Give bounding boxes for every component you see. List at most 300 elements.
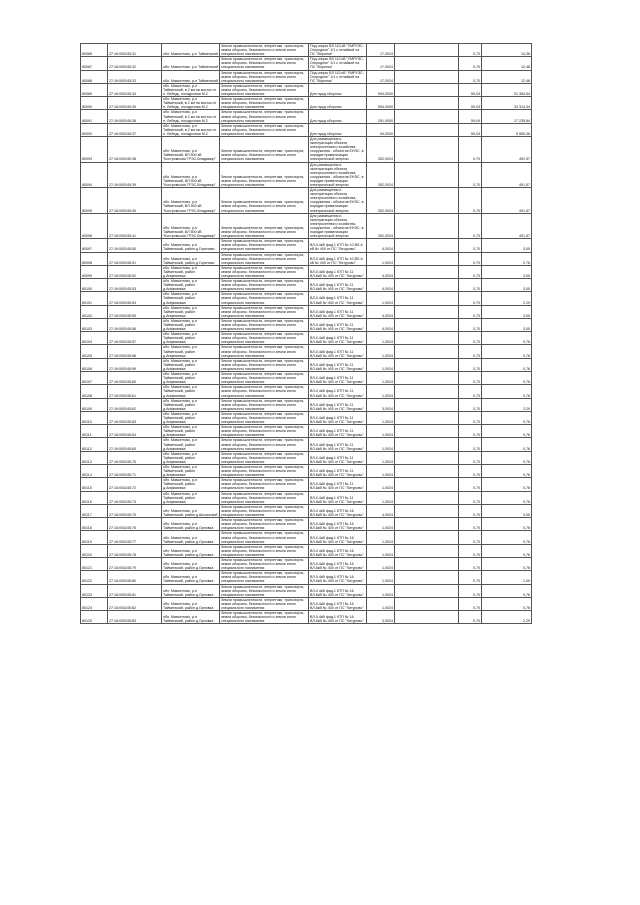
record-id-cell: 80088: [81, 70, 108, 83]
table-row: [81, 318, 532, 331]
rate-cell: 0,70: [459, 358, 482, 371]
area-cell: 17,0024: [367, 57, 395, 70]
permitted-use-cell: ВЛ-0,4кВ фид.1 КТП № 11 ВЛ-6кВ № 400 от ПС "Литурово": [309, 438, 367, 451]
register-rows: [81, 44, 532, 624]
tax-sum-cell: 12,48: [482, 57, 532, 70]
rate-cell: 0,70: [459, 478, 482, 491]
address-cell: обл. Мамонтово, р-н Тайменский, в 2 км на восток от п. Лебедь, посадочная М.2: [162, 110, 220, 123]
record-id-cell: 80119: [81, 531, 108, 544]
land-category-cell: Земли промышленности, энергетики, транспорта, земли обороны, безопасности и земли иного специального назначения: [220, 385, 309, 398]
permitted-use-cell: Для нужд обороны: [309, 83, 367, 96]
empty-cell: [395, 425, 459, 438]
record-id-cell: 80093: [81, 136, 108, 162]
permitted-use-cell: ВЛ-0,4кВ фид.1 КТП № 16 ВЛ-6кВ № 400 от ПС "Литурово": [309, 597, 367, 610]
permitted-use-cell: Для нужд обороны: [309, 123, 367, 136]
address-cell: обл. Мамонтово, р-н Тайменский, район д.Анфимовка: [162, 279, 220, 292]
area-cell: 594,0000: [367, 97, 395, 110]
record-id-cell: 80104: [81, 332, 108, 345]
land-category-cell: Земли промышленности, энергетики, транспорта, земли обороны, безопасности и земли иного специального назначения: [220, 57, 309, 70]
register-grid: [80, 43, 532, 624]
rate-cell: 0,70: [459, 305, 482, 318]
cadastral-number-cell: 27:16:000245:58: [108, 345, 162, 358]
permitted-use-cell: ВЛ-0,4кВ фид.1 КТП № 11 ВЛ-6кВ № 400 от ПС "Литурово": [309, 345, 367, 358]
rate-cell: 0,70: [459, 531, 482, 544]
rate-cell: 0,70: [459, 44, 482, 57]
table-row: [81, 57, 532, 70]
permitted-use-cell: ВЛ-0,4кВ фид.1 КТП № 10 ВЛ-6 кВ № 400 от ПС "Литурово": [309, 239, 367, 252]
permitted-use-cell: ВЛ-0,4кВ фид.1 КТП № 11 ВЛ-6кВ № 400 от ПС "Литурово": [309, 411, 367, 424]
cadastral-number-cell: 27:16:000245:65: [108, 438, 162, 451]
record-id-cell: 80121: [81, 557, 108, 570]
rate-cell: 59,04: [459, 110, 482, 123]
address-cell: обл. Мамонтово, р-н Тайменский: [162, 70, 220, 83]
table-row: [81, 398, 532, 411]
empty-cell: [395, 544, 459, 557]
empty-cell: [395, 136, 459, 162]
record-id-cell: 80120: [81, 544, 108, 557]
address-cell: обл. Мамонтово, р-н Тайменский, район д.Анфимовка: [162, 491, 220, 504]
cadastral-number-cell: 27:16:000245:60: [108, 372, 162, 385]
address-cell: обл. Мамонтово, р-н Тайменский, район д.Орловка: [162, 611, 220, 624]
record-id-cell: 80102: [81, 305, 108, 318]
record-id-cell: 80100: [81, 279, 108, 292]
area-cell: 4,0024: [367, 318, 395, 331]
land-category-cell: Земли промышленности, энергетики, транспорта, земли обороны, безопасности и земли иного специального назначения: [220, 611, 309, 624]
empty-cell: [395, 265, 459, 278]
tax-sum-cell: 5 555,36: [482, 123, 532, 136]
address-cell: обл. Мамонтово, р-н Тайменский, район д.Анфимовка: [162, 438, 220, 451]
table-row: [81, 188, 532, 214]
empty-cell: [395, 465, 459, 478]
empty-cell: [395, 411, 459, 424]
record-id-cell: 80125: [81, 611, 108, 624]
cadastral-number-cell: 27:16:000245:53: [108, 279, 162, 292]
land-category-cell: Земли промышленности, энергетики, транспорта, земли обороны, безопасности и земли иного специального назначения: [220, 531, 309, 544]
address-cell: обл. Мамонтово, р-н Тайменский, ВЛ 500 кВ "Костромская ГРЭС-Владимир": [162, 136, 220, 162]
area-cell: 1,0024: [367, 385, 395, 398]
table-row: [81, 385, 532, 398]
tax-sum-cell: 3,05: [482, 318, 532, 331]
rate-cell: 0,70: [459, 188, 482, 214]
address-cell: обл. Мамонтово, р-н Тайменский, район д.Анфимовка: [162, 345, 220, 358]
rate-cell: 0,70: [459, 385, 482, 398]
tax-sum-cell: 0,76: [482, 584, 532, 597]
empty-cell: [395, 491, 459, 504]
tax-sum-cell: 3,05: [482, 239, 532, 252]
permitted-use-cell: ВЛ-0,4кВ фид.1 КТП № 11 ВЛ-6кВ № 400 от ПС "Литурово": [309, 478, 367, 491]
land-category-cell: Земли промышленности, энергетики, транспорта, земли обороны, безопасности и земли иного специального назначения: [220, 584, 309, 597]
permitted-use-cell: ВЛ-0,4кВ фид.1 КТП № 11 ВЛ-6кВ № 400 от ПС "Литурово": [309, 265, 367, 278]
rate-cell: 0,70: [459, 372, 482, 385]
address-cell: обл. Мамонтово, р-н Тайменский, район д.Орловка: [162, 584, 220, 597]
land-category-cell: Земли промышленности, энергетики, транспорта, земли обороны, безопасности и земли иного специального назначения: [220, 478, 309, 491]
record-id-cell: 80114: [81, 465, 108, 478]
record-id-cell: 80108: [81, 385, 108, 398]
table-row: [81, 97, 532, 110]
cadastral-number-cell: 27:16:000245:72: [108, 478, 162, 491]
tax-sum-cell: 0,76: [482, 544, 532, 557]
table-row: [81, 571, 532, 584]
area-cell: 4,0024: [367, 279, 395, 292]
land-category-cell: Земли промышленности, энергетики, транспорта, земли обороны, безопасности и земли иного специального назначения: [220, 438, 309, 451]
rate-cell: 0,70: [459, 451, 482, 464]
permitted-use-cell: ВЛ-0,4кВ фид.1 КТП № 16 ВЛ-6кВ № 400 от ПС "Литурово": [309, 531, 367, 544]
record-id-cell: 80103: [81, 318, 108, 331]
tax-sum-cell: 0,76: [482, 438, 532, 451]
tax-sum-cell: 0,76: [482, 332, 532, 345]
land-category-cell: Земли промышленности, энергетики, транспорта, земли обороны, безопасности и земли иного специального назначения: [220, 252, 309, 265]
area-cell: 1,0024: [367, 557, 395, 570]
area-cell: 1,0024: [367, 411, 395, 424]
cadastral-number-cell: 27:16:000245:55: [108, 305, 162, 318]
cadastral-number-cell: 27:16:000245:54: [108, 292, 162, 305]
cadastral-number-cell: 27:16:000245:59: [108, 358, 162, 371]
record-id-cell: 80095: [81, 188, 108, 214]
record-id-cell: 80089: [81, 83, 108, 96]
land-category-cell: Земли промышленности, энергетики, транспорта, земли обороны, безопасности и земли иного специального назначения: [220, 188, 309, 214]
record-id-cell: 80124: [81, 597, 108, 610]
permitted-use-cell: ВЛ-0,4кВ фид.1 КТП № 11 ВЛ-6кВ № 400 от ПС "Литурово": [309, 358, 367, 371]
land-category-cell: Земли промышленности, энергетики, транспорта, земли обороны, безопасности и земли иного специального назначения: [220, 97, 309, 110]
area-cell: 291,0000: [367, 110, 395, 123]
rate-cell: 0,70: [459, 597, 482, 610]
address-cell: обл. Мамонтово, р-н Тайменский, район д.Анфимовка: [162, 451, 220, 464]
cadastral-number-cell: 27:16:000245:52: [108, 265, 162, 278]
cadastral-number-cell: 27:16:000245:56: [108, 318, 162, 331]
land-category-cell: Земли промышленности, энергетики, транспорта, земли обороны, безопасности и земли иного специального назначения: [220, 70, 309, 83]
cadastral-number-cell: 27:16:000245:62: [108, 398, 162, 411]
permitted-use-cell: ВЛ-0,4кВ фид.1 КТП № 11 ВЛ-6кВ № 400 от ПС "Литурово": [309, 318, 367, 331]
cadastral-number-cell: 27:16:000245:61: [108, 385, 162, 398]
empty-cell: [395, 438, 459, 451]
rate-cell: 0,70: [459, 611, 482, 624]
table-row: [81, 531, 532, 544]
record-id-cell: 80099: [81, 265, 108, 278]
tax-sum-cell: 17 235,84: [482, 110, 532, 123]
table-row: [81, 332, 532, 345]
record-id-cell: 80098: [81, 252, 108, 265]
record-id-cell: 80113: [81, 451, 108, 464]
cadastral-number-cell: 27:16:000245:33: [108, 70, 162, 83]
tax-sum-cell: 0,76: [482, 451, 532, 464]
area-cell: 94,0000: [367, 123, 395, 136]
land-category-cell: Земли промышленности, энергетики, транспорта, земли обороны, безопасности и земли иного специального назначения: [220, 491, 309, 504]
table-row: [81, 358, 532, 371]
address-cell: обл. Мамонтово, р-н Тайменский, район д.Шохинский: [162, 504, 220, 517]
land-category-cell: Земли промышленности, энергетики, транспорта, земли обороны, безопасности и земли иного специального назначения: [220, 372, 309, 385]
area-cell: 3,0024: [367, 611, 395, 624]
tax-sum-cell: 491,57: [482, 136, 532, 162]
land-category-cell: Земли промышленности, энергетики, транспорта, земли обороны, безопасности и земли иного специального назначения: [220, 411, 309, 424]
area-cell: 3,0024: [367, 398, 395, 411]
address-cell: обл. Мамонтово, р-н Тайменский, район д.Анфимовка: [162, 305, 220, 318]
land-category-cell: Земли промышленности, энергетики, транспорта, земли обороны, безопасности и земли иного специального назначения: [220, 544, 309, 557]
cadastral-number-cell: 27:16:000245:79: [108, 557, 162, 570]
address-cell: обл. Мамонтово, р-н Тайменский, район д.Анфимовка: [162, 292, 220, 305]
permitted-use-cell: ВЛ-0,4кВ фид.1 КТП № 11 ВЛ-6кВ № 400 от ПС "Литурово": [309, 398, 367, 411]
rate-cell: 59,04: [459, 97, 482, 110]
area-cell: 17,0024: [367, 70, 395, 83]
land-category-cell: Земли промышленности, энергетики, транспорта, земли обороны, безопасности и земли иного специального назначения: [220, 265, 309, 278]
permitted-use-cell: Под опоры ВЛ 110 кВ "УМРУЭС-Огородное" 1/1 с отпайкой на ПС "Воронок": [309, 44, 367, 57]
empty-cell: [395, 292, 459, 305]
cadastral-number-cell: 27:16:000245:71: [108, 465, 162, 478]
address-cell: обл. Мамонтово, р-н Тайменский, район д.Орловка: [162, 557, 220, 570]
record-id-cell: 80092: [81, 123, 108, 136]
area-cell: 1,0024: [367, 465, 395, 478]
land-category-cell: Земли промышленности, энергетики, транспорта, земли обороны, безопасности и земли иного специального назначения: [220, 345, 309, 358]
table-row: [81, 465, 532, 478]
rate-cell: 0,70: [459, 162, 482, 188]
cadastral-number-cell: 27:16:000245:70: [108, 451, 162, 464]
land-category-cell: Земли промышленности, энергетики, транспорта, земли обороны, безопасности и земли иного специального назначения: [220, 123, 309, 136]
rate-cell: 59,04: [459, 83, 482, 96]
land-category-cell: Земли промышленности, энергетики, транспорта, земли обороны, безопасности и земли иного специального назначения: [220, 557, 309, 570]
permitted-use-cell: Для размещения и эксплуатации объекта электросетевого хозяйства, сооружения - объектов ЕНЭС, в порядке приватизации электрической энергии: [309, 213, 367, 239]
tax-sum-cell: 491,57: [482, 188, 532, 214]
area-cell: 1,0024: [367, 571, 395, 584]
address-cell: обл. Мамонтово, р-н Тайменский, в 2 км на восток от п. Лебедь, посадочная М.2: [162, 83, 220, 96]
empty-cell: [395, 385, 459, 398]
record-id-cell: 80109: [81, 398, 108, 411]
table-row: [81, 611, 532, 624]
permitted-use-cell: ВЛ-0,4кВ фид.1 КТП № 16 ВЛ-6кВ № 400 от ПС "Литурово": [309, 504, 367, 517]
tax-sum-cell: 0,76: [482, 372, 532, 385]
empty-cell: [395, 188, 459, 214]
address-cell: обл. Мамонтово, р-н Тайменский, район д.Орловка: [162, 531, 220, 544]
area-cell: 352,0024: [367, 188, 395, 214]
address-cell: обл. Мамонтово, р-н Тайменский, ВЛ 500 кВ "Костромская ГРЭС-Владимир": [162, 213, 220, 239]
empty-cell: [395, 123, 459, 136]
area-cell: 352,0024: [367, 162, 395, 188]
cadastral-number-cell: 27:16:000245:37: [108, 123, 162, 136]
permitted-use-cell: ВЛ-0,4кВ фид.1 КТП № 11 ВЛ-6кВ № 400 от ПС "Литурово": [309, 332, 367, 345]
land-category-cell: Земли промышленности, энергетики, транспорта, земли обороны, безопасности и земли иного специального назначения: [220, 571, 309, 584]
rate-cell: 0,70: [459, 571, 482, 584]
land-category-cell: Земли промышленности, энергетики, транспорта, земли обороны, безопасности и земли иного специального назначения: [220, 162, 309, 188]
cadastral-number-cell: 27:16:000245:34: [108, 83, 162, 96]
area-cell: 1,0024: [367, 425, 395, 438]
rate-cell: 0,70: [459, 332, 482, 345]
empty-cell: [395, 239, 459, 252]
record-id-cell: 80117: [81, 504, 108, 517]
permitted-use-cell: ВЛ-0,4кВ фид.1 КТП № 10 ВЛ-6 кВ № 400 от ПС "Литурово": [309, 252, 367, 265]
tax-sum-cell: 2,29: [482, 398, 532, 411]
permitted-use-cell: ВЛ-0,4кВ фид.1 КТП № 11 ВЛ-6кВ № 400 от ПС "Литурово": [309, 292, 367, 305]
land-category-cell: Земли промышленности, энергетики, транспорта, земли обороны, безопасности и земли иного специального назначения: [220, 597, 309, 610]
address-cell: обл. Мамонтово, р-н Тайменский, ВЛ 500 кВ "Костромская ГРЭС-Владимир": [162, 162, 220, 188]
cadastral-number-cell: 27:16:000245:38: [108, 136, 162, 162]
empty-cell: [395, 57, 459, 70]
address-cell: обл. Мамонтово, р-н Тайменский, район д.Анфимовка: [162, 398, 220, 411]
table-row: [81, 136, 532, 162]
address-cell: обл. Мамонтово, р-н Тайменский, район д.Анфимовка: [162, 358, 220, 371]
land-category-cell: Земли промышленности, энергетики, транспорта, земли обороны, безопасности и земли иного специального назначения: [220, 425, 309, 438]
empty-cell: [395, 83, 459, 96]
tax-sum-cell: 0,76: [482, 465, 532, 478]
permitted-use-cell: ВЛ-0,4кВ фид.1 КТП № 16 ВЛ-6кВ № 400 от ПС "Литурово": [309, 544, 367, 557]
cadastral-number-cell: 27:16:000245:73: [108, 491, 162, 504]
area-cell: 1,0024: [367, 491, 395, 504]
cadastral-number-cell: 27:16:000245:82: [108, 597, 162, 610]
area-cell: 1,0024: [367, 584, 395, 597]
table-row: [81, 292, 532, 305]
record-id-cell: 80097: [81, 239, 108, 252]
empty-cell: [395, 398, 459, 411]
table-row: [81, 265, 532, 278]
rate-cell: 0,70: [459, 265, 482, 278]
address-cell: обл. Мамонтово, р-н Тайменский, район д.Анфимовка: [162, 332, 220, 345]
record-id-cell: 80101: [81, 292, 108, 305]
rate-cell: 0,70: [459, 438, 482, 451]
cadastral-number-cell: 27:16:000245:57: [108, 332, 162, 345]
empty-cell: [395, 305, 459, 318]
cadastral-number-cell: 27:16:000245:40: [108, 188, 162, 214]
permitted-use-cell: Для размещения и эксплуатации объекта электросетевого хозяйства, сооружения - объектов ЕНЭС, в порядке приватизации электрической энергии: [309, 136, 367, 162]
cadastral-number-cell: 27:16:000245:51: [108, 252, 162, 265]
address-cell: обл. Мамонтово, р-н Тайменский, район д.Анфимовка: [162, 318, 220, 331]
empty-cell: [395, 518, 459, 531]
permitted-use-cell: Для размещения и эксплуатации объекта электросетевого хозяйства, сооружения - объектов ЕНЭС, в порядке приватизации электрической энергии: [309, 162, 367, 188]
permitted-use-cell: ВЛ-0,4кВ фид.1 КТП № 11 ВЛ-6кВ № 400 от ПС "Литурово": [309, 279, 367, 292]
area-cell: 4,0024: [367, 504, 395, 517]
tax-sum-cell: 0,76: [482, 491, 532, 504]
permitted-use-cell: ВЛ-0,4кВ фид.1 КТП № 11 ВЛ-6кВ № 400 от ПС "Литурово": [309, 465, 367, 478]
land-category-cell: Земли промышленности, энергетики, транспорта, земли обороны, безопасности и земли иного специального назначения: [220, 44, 309, 57]
cadastral-number-cell: 27:16:000245:35: [108, 97, 162, 110]
table-row: [81, 70, 532, 83]
record-id-cell: 80085: [81, 44, 108, 57]
rate-cell: 0,70: [459, 292, 482, 305]
empty-cell: [395, 478, 459, 491]
tax-sum-cell: 0,76: [482, 385, 532, 398]
area-cell: 1,0024: [367, 544, 395, 557]
permitted-use-cell: ВЛ-0,4кВ фид.1 КТП № 11 ВЛ-6кВ № 400 от ПС "Литурово": [309, 425, 367, 438]
tax-sum-cell: 0,76: [482, 358, 532, 371]
rate-cell: 0,70: [459, 491, 482, 504]
area-cell: 1,0024: [367, 531, 395, 544]
rate-cell: 0,70: [459, 239, 482, 252]
cadastral-number-cell: 27:16:000245:31: [108, 44, 162, 57]
empty-cell: [395, 557, 459, 570]
tax-sum-cell: 31 364,54: [482, 83, 532, 96]
rate-cell: 0,70: [459, 70, 482, 83]
empty-cell: [395, 345, 459, 358]
address-cell: обл. Мамонтово, р-н Тайменский, район д.Орловка: [162, 571, 220, 584]
area-cell: 352,0024: [367, 213, 395, 239]
empty-cell: [395, 110, 459, 123]
area-cell: 1,0024: [367, 438, 395, 451]
permitted-use-cell: ВЛ-0,4кВ фид.1 КТП № 16 ВЛ-6кВ № 400 от ПС "Литурово": [309, 611, 367, 624]
cadastral-number-cell: 27:16:000245:76: [108, 518, 162, 531]
table-row: [81, 438, 532, 451]
tax-sum-cell: 0,76: [482, 531, 532, 544]
land-category-cell: Земли промышленности, энергетики, транспорта, земли обороны, безопасности и земли иного специального назначения: [220, 332, 309, 345]
rate-cell: 0,70: [459, 465, 482, 478]
cadastral-number-cell: 27:16:000245:81: [108, 584, 162, 597]
tax-sum-cell: 14,38: [482, 44, 532, 57]
empty-cell: [395, 213, 459, 239]
record-id-cell: 80111: [81, 425, 108, 438]
empty-cell: [395, 44, 459, 57]
address-cell: обл. Мамонтово, р-н Тайменский, район д.Горелово: [162, 239, 220, 252]
table-row: [81, 239, 532, 252]
table-row: [81, 279, 532, 292]
rate-cell: 59,04: [459, 123, 482, 136]
record-id-cell: 80106: [81, 358, 108, 371]
cadastral-number-cell: 27:16:000245:41: [108, 213, 162, 239]
record-id-cell: 80094: [81, 162, 108, 188]
tax-sum-cell: 2,29: [482, 292, 532, 305]
empty-cell: [395, 531, 459, 544]
land-category-cell: Земли промышленности, энергетики, транспорта, земли обороны, безопасности и земли иного специального назначения: [220, 358, 309, 371]
cadastral-number-cell: 27:16:000245:63: [108, 411, 162, 424]
table-row: [81, 584, 532, 597]
rate-cell: 0,70: [459, 584, 482, 597]
address-cell: обл. Мамонтово, р-н Тайменский, район д.Анфимовка: [162, 465, 220, 478]
area-cell: 594,0000: [367, 83, 395, 96]
tax-sum-cell: 0,76: [482, 252, 532, 265]
cadastral-number-cell: 27:16:000245:75: [108, 504, 162, 517]
address-cell: обл. Мамонтово, р-н Тайменский, район д.Анфимовка: [162, 372, 220, 385]
permitted-use-cell: ВЛ-0,4кВ фид.1 КТП № 16 ВЛ-6кВ № 400 от ПС "Литурово": [309, 571, 367, 584]
tax-sum-cell: 3,05: [482, 279, 532, 292]
table-row: [81, 213, 532, 239]
empty-cell: [395, 504, 459, 517]
record-id-cell: 80091: [81, 110, 108, 123]
tax-sum-cell: 3,05: [482, 504, 532, 517]
area-cell: 17,0024: [367, 44, 395, 57]
table-row: [81, 110, 532, 123]
table-row: [81, 491, 532, 504]
cadastral-number-cell: 27:16:000245:78: [108, 544, 162, 557]
table-row: [81, 425, 532, 438]
land-category-cell: Земли промышленности, энергетики, транспорта, земли обороны, безопасности и земли иного специального назначения: [220, 504, 309, 517]
empty-cell: [395, 358, 459, 371]
tax-sum-cell: 0,76: [482, 597, 532, 610]
rate-cell: 0,70: [459, 425, 482, 438]
address-cell: обл. Мамонтово, р-н Тайменский, район д.Анфимовка: [162, 385, 220, 398]
record-id-cell: 80096: [81, 213, 108, 239]
permitted-use-cell: ВЛ-0,4кВ фид.1 КТП № 11 ВЛ-6кВ № 400 от ПС "Литурово": [309, 385, 367, 398]
table-row: [81, 544, 532, 557]
empty-cell: [395, 584, 459, 597]
empty-cell: [395, 70, 459, 83]
permitted-use-cell: ВЛ-0,4кВ фид.1 КТП № 11 ВЛ-6кВ № 400 от ПС "Литурово": [309, 491, 367, 504]
permitted-use-cell: Под опоры ВЛ 110 кВ "УМРУЭС-Огородное" 1/1 с отпайкой на ПС "Воронок": [309, 70, 367, 83]
rate-cell: 0,70: [459, 504, 482, 517]
address-cell: обл. Мамонтово, р-н Тайменский, в 2 км на восток от п. Лебедь, посадочная М.2: [162, 123, 220, 136]
record-id-cell: 80115: [81, 478, 108, 491]
permitted-use-cell: Для размещения и эксплуатации объекта электросетевого хозяйства, сооружения - объектов ЕНЭС, в порядке приватизации электрической энергии: [309, 188, 367, 214]
table-row: [81, 345, 532, 358]
rate-cell: 0,70: [459, 345, 482, 358]
table-row: [81, 123, 532, 136]
land-category-cell: Земли промышленности, энергетики, транспорта, земли обороны, безопасности и земли иного специального назначения: [220, 213, 309, 239]
tax-sum-cell: 3,05: [482, 305, 532, 318]
area-cell: 4,0024: [367, 239, 395, 252]
cadastral-number-cell: 27:16:000245:32: [108, 57, 162, 70]
rate-cell: 0,70: [459, 557, 482, 570]
empty-cell: [395, 451, 459, 464]
rate-cell: 0,70: [459, 398, 482, 411]
area-cell: 1,0024: [367, 597, 395, 610]
permitted-use-cell: ВЛ-0,4кВ фид.1 КТП № 11 ВЛ-6кВ № 400 от ПС "Литурово": [309, 372, 367, 385]
tax-sum-cell: 0,76: [482, 411, 532, 424]
cadastral-number-cell: 27:16:000245:36: [108, 110, 162, 123]
table-row: [81, 44, 532, 57]
address-cell: обл. Мамонтово, р-н Тайменский, район д.Анфимовка: [162, 265, 220, 278]
